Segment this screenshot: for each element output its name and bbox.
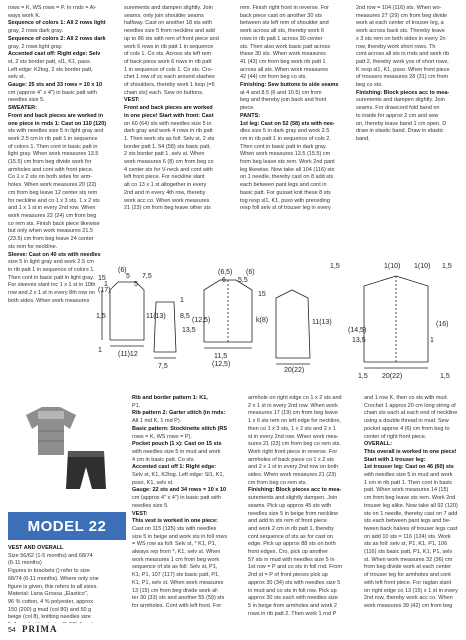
- text-line: cont across all sts in rnds and work rib: [356, 51, 450, 58]
- diagram-dimension-label: 1,5: [96, 313, 106, 320]
- text-line: for armholes. Cont with left front. For: [132, 602, 222, 609]
- text-line: but only when work measures 21.5: [8, 228, 93, 235]
- text-column-bottom-3: [248, 395, 360, 625]
- text-line: up to 86 sts with rem of front piece and: [124, 35, 219, 42]
- text-line: 41 (43) cm from beg work rib patt 1: [240, 58, 326, 65]
- text-line: at 4 and 8.5 (6 and 10.5) cm from: [240, 89, 322, 96]
- text-line: row, thereby work short rows. Th: [356, 43, 436, 50]
- text-line: sides. When work measures 21 (23): [248, 472, 337, 479]
- text-line: Accented cast off 1: Right edge:: [132, 464, 217, 471]
- text-line: tog resp sl1, K1, psso with preceding: [240, 197, 330, 204]
- schematic-diagram: [96, 262, 466, 380]
- text-line: rem. Finish right front in reverse. For: [240, 5, 329, 11]
- text-line: size 5 in beige and work sts in foll rows: [132, 533, 228, 540]
- text-line: Rib and border pattern 1: K1,: [132, 395, 208, 401]
- text-line: with left front piece. For raglan slant: [364, 579, 452, 586]
- text-line: Gauge: 22 sts and 34 rows = 10 x 10: [132, 487, 227, 494]
- text-line: armholes of back piece co 1 x 2 sts: [248, 456, 334, 463]
- text-line: 2nd and in every 4th row, thereby: [124, 189, 206, 196]
- diagram-dimension-label: (16): [436, 321, 449, 328]
- text-line: needles size 5.: [132, 502, 169, 509]
- text-line: 96 % cotton, 4 % polyester, approx: [8, 598, 93, 605]
- text-line: work measures 39 (42) cm from beg: [364, 602, 453, 609]
- diagram-piece-pants: [276, 290, 310, 364]
- page-number: 54: [8, 627, 16, 634]
- text-line: For sleeves slant inc 1 x 1 st in 10th: [8, 282, 96, 289]
- text-line: chain sts each at each end of neckline: [364, 410, 458, 417]
- text-line: Crochet 1 approx 20 cm long string of: [364, 402, 456, 409]
- text-line: front edges. Cro, pick up another: [248, 549, 329, 556]
- text-line: K1, P1, 107 (117) sts basic patt, P1,: [132, 572, 220, 579]
- text-line: cm in rib patt 1 in sequence of cols 2.: [240, 135, 331, 142]
- text-line: from beg leave sts rem. Work 2nd pant: [240, 159, 335, 166]
- text-line: Gauge: 25 sts and 33 rows = 10 x 10: [8, 82, 103, 89]
- diagram-dimension-label: 8,5: [180, 313, 190, 320]
- diagram-dimension-label: k(8): [256, 317, 269, 324]
- text-line: Start with 1 trouser leg:: [364, 456, 426, 463]
- text-line: light gray. When work measures 13.5: [8, 151, 99, 158]
- text-line: VEST:: [132, 510, 148, 517]
- text-line: P1.: [132, 402, 141, 409]
- text-line: in mud and co sts in foll row. Pick up: [248, 587, 337, 594]
- text-line: row and 2 x 1 st in every 8th row on: [8, 290, 95, 297]
- text-line: Pocket pouch (1 x): Cast on 15 sts: [132, 441, 222, 448]
- text-line: st, 2 sts border patt, sl1, K1, pass.: [8, 58, 92, 65]
- text-line: st in every 2nd row. When work mea-: [248, 433, 339, 440]
- text-line: work across all sts, thereby work 6: [240, 28, 325, 35]
- text-line: 2nd row, thereby work acc co. When: [364, 595, 453, 602]
- text-line: 1. Then work sts as foll: Selv st, 2 sts: [124, 135, 215, 142]
- diagram-dimension-label: 20(22): [284, 367, 305, 374]
- text-line: 42 (44) cm from beg co sts.: [240, 74, 307, 81]
- diagram-piece-vest: [204, 280, 252, 348]
- text-line: sts each between pant legs and be-: [364, 518, 451, 525]
- diagram-dimension-label: 20(22): [382, 373, 403, 380]
- text-line: of trousers measures 28 (31) cm from: [356, 74, 449, 81]
- text-line: (15.5) cm from beg divide work for: [8, 159, 92, 166]
- text-line: always rep from *, K1, selv st. When: [132, 549, 221, 556]
- text-line: of back piece work 6 rows in rib patt: [124, 58, 212, 65]
- text-line: cm (approx 4" x 4") in basic patt with: [132, 495, 221, 502]
- text-line: needles size 5 in beige from neckline: [248, 510, 339, 517]
- text-line: on add 10 sts = 116 (124) sts. Work: [364, 533, 451, 540]
- text-line: halfway. Cast on another 18 sts with: [124, 20, 212, 27]
- text-line: selv st.: [8, 74, 26, 81]
- text-line: from beg divide work at each center: [364, 564, 452, 571]
- text-line: work at each center of trouser leg, a: [356, 20, 444, 27]
- text-line: sts as foll: selv st, P1, K1, P1, 106: [364, 541, 448, 548]
- diagram-dimension-label: 7,5: [142, 273, 152, 280]
- text-line: and 2 x 1 st in every 2nd row on both: [248, 464, 339, 471]
- text-line: pocket approx 4 (6) cm from beg to: [364, 425, 450, 432]
- text-line: seams, only join shoulder seams: [124, 12, 204, 19]
- text-line: Co 1 x 2 sts on both sides for arm-: [8, 174, 93, 181]
- diagram-dimension-label: 1: [430, 337, 434, 344]
- text-line: dles size 5 in dark gray and work 2.5: [240, 128, 330, 135]
- text-line: piece.: [240, 105, 255, 112]
- text-line: rows = K, WS rows = P. In rnds = Al-: [8, 5, 97, 11]
- text-line: Cast on 115 (125) sts with needles: [132, 525, 217, 532]
- text-line: dark gray and work 4 rows in rib patt: [124, 128, 213, 135]
- text-line: on 60 (64) sts with needles size 5 in: [124, 120, 212, 127]
- text-line: to inside for approx 2 cm and sew: [356, 112, 439, 119]
- diagram-dimension-label: (6,5): [218, 269, 233, 276]
- text-line: 1st row = P and co sts in foll rnd. From: [248, 564, 342, 571]
- text-column-1: [8, 5, 120, 305]
- text-line: cm from beg co rem sts.: [248, 479, 307, 486]
- text-line: of colors 1. Then cont in basic patt in: [8, 143, 98, 150]
- text-line: cm (approx 4" x 4") in basic patt with: [8, 89, 97, 96]
- text-line: Sleeve: Cast on 40 sts with needles: [8, 251, 101, 258]
- text-line: Selv st, K1, K2tog. Left edge: Sl1, K1,: [132, 472, 225, 479]
- diagram-dimension-label: 13,5: [182, 327, 196, 334]
- text-line: ter 30 (33) sts and another 55 (59) sts: [132, 595, 225, 602]
- diagram-dimension-label: (12,5): [192, 317, 211, 324]
- text-line: cm from beg leave 12 center sts rem: [8, 189, 98, 196]
- text-line: center of right front piece.: [364, 433, 427, 440]
- text-line: SWEATER:: [8, 105, 37, 112]
- diagram-dimension-label: 1: [98, 347, 102, 354]
- text-column-2: [124, 5, 236, 260]
- text-line: leg likewise. Now take all 104 (116) sts: [240, 166, 335, 173]
- text-line: basic patt. For gusset knit these 8 sts: [240, 189, 331, 196]
- diagram-dimension-label: 6: [222, 277, 226, 284]
- diagram-dimension-label: 15: [258, 291, 266, 298]
- text-line: draw in elastic band. Draw in elastic: [356, 128, 444, 135]
- text-line: 5 in beige from armholes and work 2: [248, 602, 337, 609]
- text-line: Size 56/62 (1-5 months) and 68/74: [8, 552, 93, 559]
- text-line: Figures in brackets () refer to size: [8, 568, 90, 575]
- text-line: ways work K.: [8, 12, 41, 19]
- text-line: with needles size 5 in mud and work: [132, 448, 221, 455]
- text-line: OVERALL:: [364, 441, 393, 448]
- text-line: 21 (23) cm from beg leave other sts: [124, 205, 211, 212]
- text-line: using a double thread in mud. Sew: [364, 418, 449, 425]
- text-line: work measures 22 (24) cm from beg: [8, 212, 97, 219]
- text-line: 1st trouser leg: Cast on 46 (60) sts: [364, 464, 454, 471]
- text-line: for neckline and co 1 x 3 sts, 1 x 2 sts: [8, 197, 100, 204]
- diagram-piece-sleeve: [154, 302, 176, 358]
- text-line: of cols 1. Co sts. Across sts left rem: [124, 51, 212, 58]
- text-line: Alt 1 md K, 1 md P).: [132, 418, 182, 425]
- text-line: Sequence of colors 1: All 2 rows light: [8, 20, 106, 27]
- diagram-dimension-label: (6): [118, 267, 127, 274]
- text-line: Basic pattern: Stockinette stitch (RS: [132, 425, 228, 432]
- model-title: MODEL 22: [27, 517, 107, 535]
- text-line: band.: [356, 135, 370, 142]
- text-line: seams. For drawcord fold band on: [356, 105, 440, 112]
- diagram-dimension-label: (14,5): [348, 327, 367, 334]
- diagram-dimension-label: 1,5: [330, 263, 340, 270]
- text-line: rows in rib patt 1 across 30 center: [240, 35, 323, 42]
- model-title-banner: [8, 512, 126, 540]
- text-line: in one piece! Start with front: Cast: [124, 112, 214, 119]
- text-line: surements and slightly dampen. Join: [248, 495, 338, 502]
- text-line: size 5 in light gray and work 2.5 cm: [8, 259, 94, 266]
- text-line: (23.5) cm from beg leave 24 center: [8, 236, 94, 243]
- text-line: 4 cm in basic patt. Co sts.: [132, 456, 195, 463]
- text-line: 2 x 1 st in every 2nd row. When work: [248, 402, 338, 409]
- text-line: each between pant legs and cont in: [240, 182, 327, 189]
- diagram-dimension-label: 15: [98, 275, 106, 282]
- magazine-logo: PRIMA: [22, 624, 58, 634]
- diagram-dimension-label: 1: [180, 297, 184, 304]
- text-line: Left edge: K2tog, 2 sts border patt,: [8, 66, 93, 73]
- text-line: Finishing: Sew buttons to side seams: [240, 82, 339, 89]
- text-line: rows = K, WS rows = P).: [132, 433, 192, 440]
- diagram-dimension-label: 5: [126, 273, 130, 280]
- text-line: then co 1 x 3 sts, 1 x 2 sts and 2 x 1: [248, 425, 336, 432]
- text-line: work across back sts. Thereby leave: [356, 28, 445, 35]
- text-line: of trouser leg for armholes and cont: [364, 572, 451, 579]
- text-line: 150 (200) g mud (col 80) and 50 g: [8, 606, 92, 613]
- text-line: back piece cast on another 30 sts: [240, 12, 322, 19]
- text-line: approx 30 (34) sts with needles size 5: [248, 579, 341, 586]
- text-line: measures 17 (19) cm from beg leave: [248, 410, 338, 417]
- diagram-dimension-label: 5: [134, 281, 138, 288]
- text-line: measures 27 (29) cm from beg divide: [356, 12, 448, 19]
- text-line: armhole on right edge co 1 x 2 sts and: [248, 395, 342, 401]
- text-line: approx 30 sts each with needles size: [248, 595, 338, 602]
- text-line: sts with needles size 5 in light gray and: [8, 128, 104, 135]
- text-line: (6-11 months): [8, 560, 42, 567]
- text-line: between sts left rem of shoulder and: [240, 20, 329, 27]
- text-line: in rib patt 1 in sequence of colors 1.: [8, 266, 95, 273]
- text-line: alt co 13 x 1 st altogether in every: [124, 182, 207, 189]
- text-column-bottom-4: [364, 395, 466, 625]
- text-line: sts on 1 needle, thereby cast on 7 add: [364, 510, 458, 517]
- diagram-dimension-label: 11,5: [214, 353, 228, 360]
- text-line: 1st leg: Cast on 52 (58) sts with nee-: [240, 120, 335, 127]
- diagram-dimension-label: 11(13): [146, 313, 166, 320]
- diagram-dimension-label: 7,5: [158, 363, 168, 370]
- text-line: Rib pattern 2: Garter stitch (in rnds:: [132, 410, 226, 417]
- text-line: edge. Pick up approx 88 sts on both: [248, 541, 336, 548]
- text-line: figure is given, this refers to all sizes.: [8, 583, 98, 590]
- text-line: 68/74 (6-11 months). Where only one: [8, 575, 99, 582]
- text-line: When work measures 13.5 (15.5) cm: [240, 151, 331, 158]
- diagram-dimension-label: 1(10): [414, 263, 431, 270]
- diagram-dimension-label: (11)12: [118, 351, 138, 358]
- pants-illustration: [66, 451, 106, 489]
- text-line: 2nd st = P of front pieces pick up: [248, 572, 328, 579]
- text-line: chain sts) each. Sew on buttons.: [124, 89, 204, 96]
- diagram-dimension-label: (12,5): [212, 361, 231, 368]
- text-line: sts rem for neckline.: [8, 243, 58, 250]
- text-line: This vest is worked in one piece:: [132, 518, 218, 525]
- text-line: work measures 6 (8) cm from beg co: [124, 159, 214, 166]
- text-line: on 1 needle, thereby cast on 8 add sts: [240, 174, 334, 181]
- text-column-bottom-2: [132, 395, 244, 625]
- text-line: patt. When work measures 14 (15): [364, 487, 449, 494]
- text-line: and 1 row K, then co sts with mud.: [364, 395, 449, 401]
- diagram-dimension-label: 11(13): [312, 319, 332, 326]
- text-line: PANTS:: [240, 112, 261, 119]
- text-line: work acc co. When work measures: [124, 197, 210, 204]
- text-line: and work 2 cm in rib patt 1, thereby: [248, 525, 334, 532]
- text-line: on right edge co 13 (15) x 1 st in every: [364, 587, 458, 594]
- text-column-4: [356, 5, 466, 260]
- text-line: work 6 rows in rib patt 1 in sequence: [124, 43, 214, 50]
- diagram-dimension-label: 1,5: [442, 263, 452, 270]
- text-line: work measures 1 cm from beg work: [132, 556, 220, 563]
- text-column-3: [240, 5, 352, 260]
- text-line: Front and back pieces are worked: [124, 105, 213, 112]
- text-line: This overall is worked in one piece!: [364, 448, 457, 455]
- text-line: rows in rib patt 2. Then work 1 rnd P: [248, 610, 337, 617]
- baby-garment-illustration: [8, 395, 128, 493]
- text-line: VEST:: [124, 97, 140, 104]
- text-line: Material: Lana Grossa „Elastico",: [8, 591, 89, 598]
- text-line: holes. When work measures 20 (22): [8, 182, 97, 189]
- text-line: one piece in rnds 1: Cast on 110 (120): [8, 120, 107, 127]
- diagram-dimension-label: (17): [98, 287, 111, 294]
- text-line: sequence of sts as foll: Selv st, P1,: [132, 564, 218, 571]
- diagram-dimension-label: 1: [104, 281, 108, 288]
- text-line: border patt 1, 54 (58) sts basic patt,: [124, 143, 211, 150]
- text-line: co rem sts. Finish back piece likewise: [8, 220, 100, 227]
- text-line: with needles size 5 in mud and work: [364, 472, 453, 479]
- text-line: (116) sts basic patt, P1, K1, P1, selv: [364, 549, 453, 556]
- text-line: gray, 2 rows dark gray.: [8, 28, 64, 35]
- text-line: cont sequence of sts as for cast on: [248, 533, 333, 540]
- text-line: sts. Then also work basic patt across: [240, 43, 331, 50]
- text-line: across all sts. When work measures: [240, 66, 329, 73]
- text-line: K resp sl1, K1, psso. When front piece: [356, 66, 450, 73]
- diagram-dimension-label: 1,5: [358, 373, 368, 380]
- text-line: 1 cm in rib patt 1. Then cont in basic: [364, 479, 453, 486]
- sweater-illustration: [26, 407, 76, 455]
- text-line: psso, K1, selv st.: [132, 479, 174, 486]
- diagram-dimension-label: 1,5: [440, 373, 450, 380]
- text-line: Then cont in basic patt in light gray.: [8, 274, 95, 281]
- text-line: st. When work measures 32 (36) cm: [364, 556, 453, 563]
- text-line: = WS row as foll: Selv st, * K1, P1,: [132, 541, 217, 548]
- text-line: left front piece. For neckline slant: [124, 174, 205, 181]
- text-line: Then cont in basic patt in dark gray.: [240, 143, 327, 150]
- text-line: armholes and cont with front piece.: [8, 166, 94, 173]
- text-line: and add to sts rem of front piece: [248, 518, 327, 525]
- text-line: K1, P1, selv st. When work measures: [132, 579, 224, 586]
- text-line: VEST AND OVERALL: [8, 545, 64, 551]
- diagram-labels: [96, 263, 452, 380]
- text-line: beg co sts.: [356, 82, 383, 89]
- text-line: Sequence of colors 2: All 2 rows dark: [8, 35, 106, 42]
- text-line: 57 sts in mud with needles size 5 in: [248, 556, 335, 563]
- text-line: Accented cast off: Right edge: Selv: [8, 51, 101, 58]
- text-line: tween back halves of trouser legs cast: [364, 525, 458, 532]
- text-line: and 1 x 1 st in every 2nd row. When: [8, 205, 96, 212]
- text-line: Finishing: Block pieces acc to mea-: [248, 487, 342, 494]
- text-line: 2 sts border patt 1, selv st. When: [124, 151, 205, 158]
- text-line: work 2.5 cm in rib patt 1 in sequence: [8, 135, 98, 142]
- text-line: resp foll selv st of trouser leg in every: [240, 205, 331, 212]
- text-line: 2nd row = 104 (116) sts. When wo-: [356, 5, 442, 11]
- vest-overall-intro: [8, 545, 126, 623]
- text-line: needles size 5 from neckline and add: [124, 28, 215, 35]
- diagram-dimension-label: 1(10): [384, 263, 401, 270]
- text-line: surements and dampen slightly. Join: [124, 5, 213, 11]
- text-line: Front and back pieces are worked in: [8, 112, 104, 119]
- text-line: 1 x 6 sts rem on left edge for neckline,: [248, 418, 341, 425]
- text-line: gray, 2 rows light gray.: [8, 43, 63, 50]
- text-line: [8, 622, 126, 623]
- text-line: 13 (15) cm from beg divide work af-: [132, 587, 219, 594]
- text-line: on, thereby leave band 1 cm open. D: [356, 120, 447, 127]
- text-line: beg and thereby join back and front: [240, 97, 327, 104]
- text-line: both sides. When work measures: [8, 297, 90, 304]
- diagram-dimension-label: (6): [246, 269, 255, 276]
- text-line: seams. Pick up approx 45 sts with: [248, 502, 332, 509]
- text-line: patt 2, thereby work yos of short rows.: [356, 58, 449, 65]
- text-line: of shoulders, thereby work 1 loop (=5: [124, 82, 215, 89]
- text-line: Work right front piece in reverse. For: [248, 448, 338, 455]
- diagram-dimension-label: 5,5: [238, 277, 248, 284]
- text-line: surements and dampen slightly. Join: [356, 97, 445, 104]
- text-line: cm from beg leave sts rem. Work 2nd: [364, 495, 456, 502]
- text-line: x 3 sts rem on both sides in every 2n: [356, 35, 446, 42]
- page-footer: [8, 624, 58, 634]
- text-line: chet 1 row of sc each around slashes: [124, 74, 215, 81]
- text-line: 4 center sts for V-neck and cont with: [124, 166, 213, 173]
- text-line: trouser leg alike. Now take all 92 (120): [364, 502, 458, 509]
- diagram-dimension-label: 13,5: [352, 337, 366, 344]
- text-line: Finishing: Block pieces acc to mea-: [356, 89, 450, 96]
- text-line: sures 21 (23) cm from beg co rem sts.: [248, 441, 341, 448]
- diagram-piece-overall: [364, 276, 428, 368]
- text-line: these 30 sts. When work measures: [240, 51, 326, 58]
- text-line: 1 in sequence of cols 1. Co sts. Cro-: [124, 66, 213, 73]
- text-line: beige (col 8), knitting needles size: [8, 614, 91, 621]
- text-line: needles size 5.: [8, 97, 45, 104]
